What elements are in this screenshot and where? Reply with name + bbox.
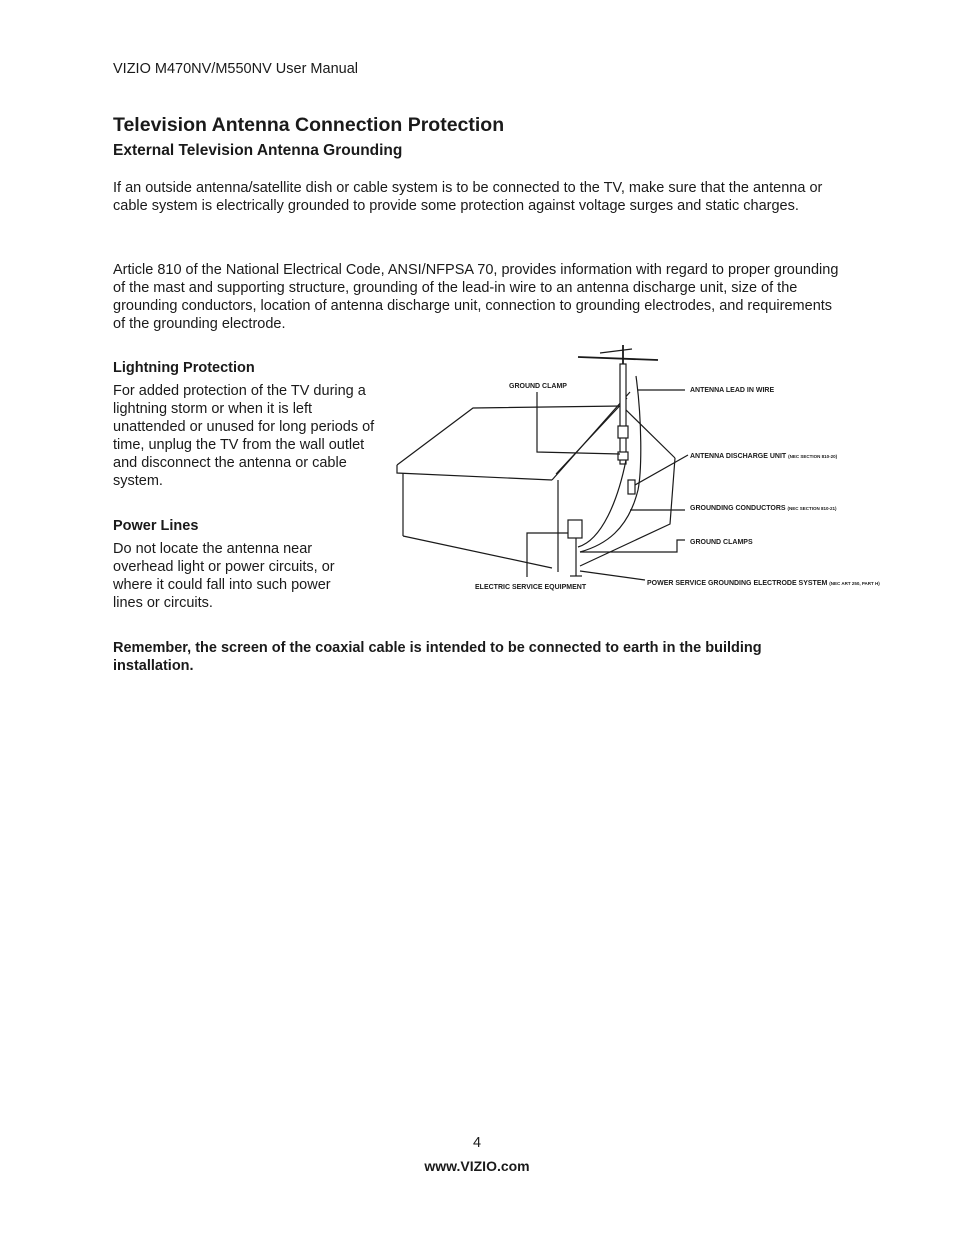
leader-discharge-unit <box>635 455 688 485</box>
footer-url: www.VIZIO.com <box>424 1158 530 1174</box>
label-power-service-name: POWER SERVICE GROUNDING ELECTRODE SYSTEM <box>647 580 828 587</box>
mast-clamp-upper <box>618 426 628 438</box>
label-grounding-conductors-ref: (NEC SECTION 810-21) <box>787 506 837 511</box>
label-discharge-unit-ref: (NEC SECTION 810-20) <box>788 454 838 459</box>
lightning-protection-text: For added protection of the TV during a lightning storm or when it is left unattended or unused for long periods of time, unplug the TV from the wall outlet and disconnect the antenna or cable system. <box>113 383 375 489</box>
leader-power-service <box>580 571 645 580</box>
label-ground-clamp: GROUND CLAMP <box>509 383 567 390</box>
antenna-lead-in-wire <box>580 376 641 552</box>
label-discharge-unit <box>690 453 838 460</box>
lightning-protection-heading: Lightning Protection <box>113 360 255 376</box>
label-power-service <box>647 580 880 587</box>
label-grounding-conductors-name: GROUNDING CONDUCTORS <box>690 505 786 512</box>
section-subtitle: External Television Antenna Grounding <box>113 142 403 159</box>
leader-electric-service <box>527 533 568 577</box>
power-lines-heading: Power Lines <box>113 518 199 534</box>
grounding-conductor <box>578 460 626 547</box>
label-ground-clamps: GROUND CLAMPS <box>690 539 753 546</box>
house-roof-edge <box>397 465 552 480</box>
antenna-mast <box>620 364 626 464</box>
section-title: Television Antenna Connection Protection <box>113 114 505 136</box>
power-lines-text: Do not locate the antenna near overhead light or power circuits, or where it could fall into such power lines or circuits. <box>113 541 335 611</box>
page-number: 4 <box>472 1135 482 1151</box>
antenna-discharge-unit <box>628 480 635 494</box>
house-wall-right <box>580 458 675 566</box>
paragraph-article-810: Article 810 of the National Electrical Code, ANSI/NFPSA 70, provides information with regard to proper grounding of the mast and supporting structure, grounding of the lead-in wire to an antenna discharge unit, size of the grounding conductors, location of antenna discharge unit, connection to grounding electrodes, and requirements of the grounding electrode. <box>113 262 839 332</box>
leader-ground-clamp <box>537 392 620 454</box>
house-roof-left <box>397 406 622 465</box>
house-wall-base <box>403 536 552 568</box>
antenna-crossbar <box>578 357 658 360</box>
remember-note: Remember, the screen of the coaxial cable is intended to be connected to earth in the building installation. <box>113 640 762 674</box>
electric-service-box <box>568 520 582 538</box>
label-antenna-lead: ANTENNA LEAD IN WIRE <box>690 387 775 394</box>
mast-clamp-lower <box>618 452 628 460</box>
page-header: VIZIO M470NV/M550NV User Manual <box>113 61 358 77</box>
label-power-service-ref: (NEC ART 250, PART H) <box>829 581 880 586</box>
label-grounding-conductors <box>690 505 837 512</box>
label-electric-service: ELECTRIC SERVICE EQUIPMENT <box>475 584 587 591</box>
paragraph-antenna-grounding: If an outside antenna/satellite dish or cable system is to be connected to the TV, make sure that the antenna or cable system is electrically grounded to provide some protection against voltage surges and static charges. <box>113 180 823 214</box>
house-roof-right <box>622 406 675 458</box>
antenna-grounding-diagram <box>380 340 890 605</box>
house-roof-ridge-inner <box>556 398 627 474</box>
label-discharge-unit-name: ANTENNA DISCHARGE UNIT <box>690 453 787 460</box>
antenna-crossbar-2 <box>600 349 632 353</box>
